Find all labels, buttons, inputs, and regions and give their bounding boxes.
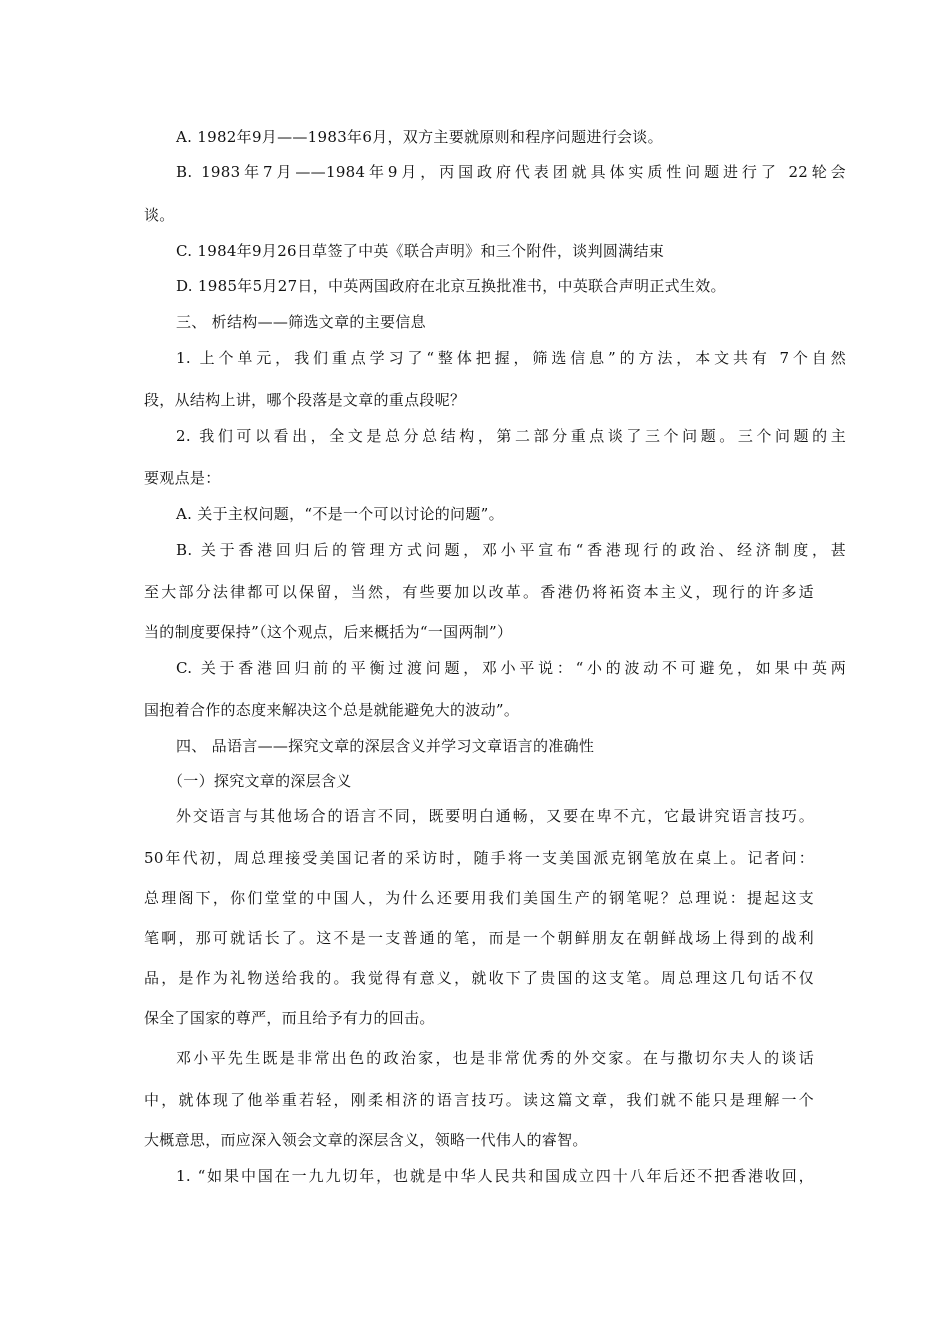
text-line: 谈。 [144, 206, 175, 224]
text-line: 保全了国家的尊严，而且给予有力的回击。 [144, 1009, 435, 1027]
text-line: 大概意思，而应深入领会文章的深层含义，领略一代伟人的睿智。 [144, 1131, 588, 1149]
text-line: A. 关于主权问题，“不是一个可以讨论的问题”。 [176, 505, 504, 523]
text-line: 50年代初，周总理接受美国记者的采访时，随手将一支美国派克钢笔放在桌上。记者问： [144, 849, 814, 867]
text-line: 国抱着合作的态度来解决这个总是就能避免大的波动”。 [144, 701, 520, 719]
text-line: 1. 上个单元，我们重点学习了“整体把握，筛选信息”的方法，本文共有 7个自然 [176, 349, 846, 367]
subsection-heading: （一）探究文章的深层含义 [168, 772, 352, 790]
text-line: 笔啊，那可就话长了。这不是一支普通的笔，而是一个朝鲜朋友在朝鲜战场上得到的战利 [144, 929, 814, 947]
text-line: C. 1984年9月26日草签了中英《联合声明》和三个附件，谈判圆满结束 [176, 242, 665, 260]
text-line: A. 1982年9月——1983年6月，双方主要就原则和程序问题进行会谈。 [176, 128, 663, 146]
section-heading: 四、 品语言——探究文章的深层含义并学习文章语言的准确性 [176, 737, 595, 755]
text-line: 外交语言与其他场合的语言不同，既要明白通畅，又要在卑不亢，它最讲究语言技巧。 [176, 807, 814, 825]
text-line: 2. 我们可以看出，全文是总分总结构，第二部分重点谈了三个问题。三个问题的主 [176, 427, 846, 445]
text-line: C. 关于香港回归前的平衡过渡问题，邓小平说：“小的波动不可避免，如果中英两 [176, 659, 846, 677]
text-line: 中，就体现了他举重若轻，刚柔相济的语言技巧。读这篇文章，我们就不能只是理解一个 [144, 1091, 814, 1109]
text-line: 品，是作为礼物送给我的。我觉得有意义，就收下了贵国的这支笔。周总理这几句话不仅 [144, 969, 814, 987]
text-line: 至大部分法律都可以保留，当然，有些要加以改革。香港仍将袥资本主义，现行的许多适 [144, 583, 814, 601]
text-line: B. 关于香港回归后的管理方式问题，邓小平宣布“香港现行的政治、经济制度，甚 [176, 541, 846, 559]
text-line: 要观点是： [144, 469, 221, 487]
text-line: 1. “如果中国在一九九切年，也就是中华人民共和国成立四十八年后还不把香港收回， [176, 1167, 814, 1185]
text-line: 总理阁下，你们堂堂的中国人，为什么还要用我们美国生产的钢笔呢？总理说：提起这支 [144, 889, 814, 907]
text-line: D. 1985年5月27日，中英两国政府在北京互换批准书，中英联合声明正式生效。 [176, 277, 726, 295]
text-line: 邓小平先生既是非常出色的政治家，也是非常优秀的外交家。在与撒切尔夫人的谈话 [176, 1049, 814, 1067]
section-heading: 三、 析结构——筛选文章的主要信息 [176, 313, 426, 331]
text-line: B. 1983年7月——1984年9月，丙国政府代表团就具体实质性问题进行了 22轮会 [176, 163, 846, 181]
text-line: 段，从结构上讲，哪个段落是文章的重点段呢？ [144, 391, 466, 409]
text-line: 当的制度要保持”（这个观点，后来概括为“一国两制”） [144, 623, 513, 641]
